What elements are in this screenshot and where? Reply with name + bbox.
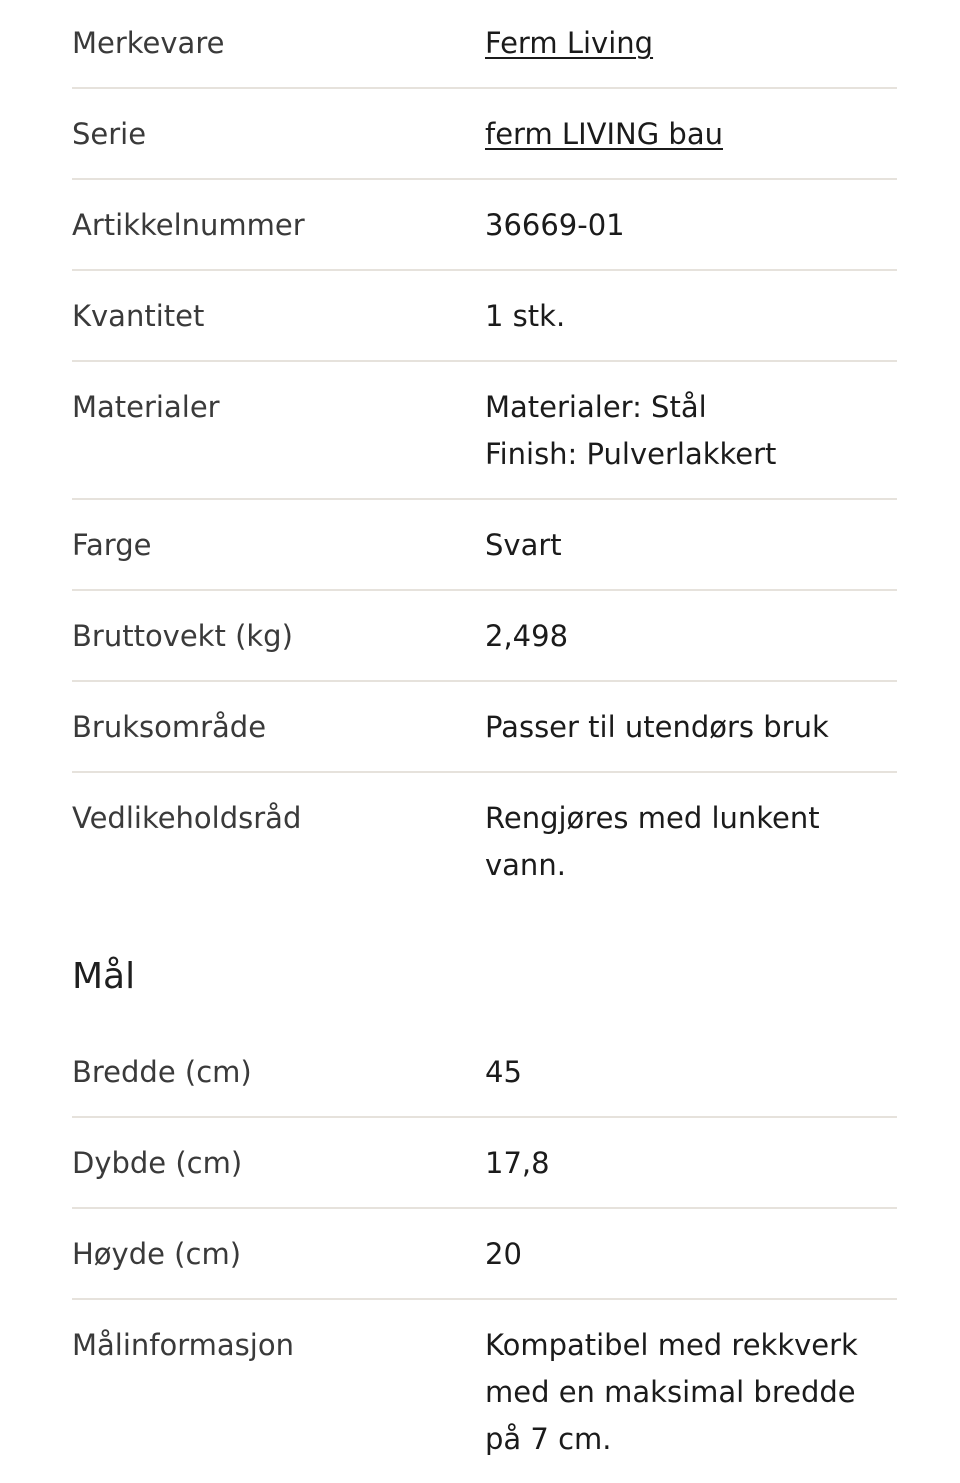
spec-value: 1 stk. [485,299,566,333]
spec-label: Bruttovekt (kg) [72,619,293,653]
spec-value: Svart [485,528,562,562]
spec-row-gross-weight [72,591,897,682]
dim-value: 20 [485,1237,522,1271]
spec-value: Passer til utendørs bruk [485,710,829,744]
dim-value-line: Kompatibel med rekkverk [485,1328,858,1362]
spec-label: Farge [72,528,152,562]
dimensions-table [72,1029,897,1483]
spec-value [485,795,897,889]
spec-table [72,0,897,909]
spec-label: Merkevare [72,26,225,60]
spec-value [485,384,897,478]
spec-value: 2,498 [485,619,569,653]
spec-value-line: Finish: Pulverlakkert [485,437,777,471]
dim-label: Høyde (cm) [72,1237,242,1271]
spec-label: Materialer [72,390,220,424]
spec-row-materials [72,362,897,500]
spec-value-line: Rengjøres med lunkent [485,801,820,835]
dim-label: Målinformasjon [72,1328,294,1362]
dim-row-height [72,1209,897,1300]
spec-label: Bruksområde [72,710,267,744]
spec-row-care [72,773,897,909]
brand-link[interactable]: Ferm Living [485,26,654,60]
spec-value [485,20,897,67]
dim-label: Bredde (cm) [72,1055,252,1089]
spec-row-usage [72,682,897,773]
spec-value-line: Materialer: Stål [485,390,707,424]
dim-value: 17,8 [485,1146,550,1180]
series-link[interactable]: ferm LIVING bau [485,117,723,151]
spec-row-color [72,500,897,591]
dim-value-line: med en maksimal bredde [485,1375,856,1409]
spec-row-quantity [72,271,897,362]
spec-row-article-number [72,180,897,271]
dim-row-width [72,1029,897,1118]
spec-row-brand [72,0,897,89]
dim-row-depth [72,1118,897,1209]
dim-value [485,1322,897,1463]
spec-label: Vedlikeholdsråd [72,801,302,835]
dimensions-heading: Mål [72,956,136,997]
spec-label: Kvantitet [72,299,205,333]
spec-label: Serie [72,117,147,151]
dim-value: 45 [485,1055,522,1089]
spec-value [485,111,897,158]
spec-label: Artikkelnummer [72,208,305,242]
spec-value: 36669-01 [485,208,625,242]
dim-row-measurement-info [72,1300,897,1483]
dim-label: Dybde (cm) [72,1146,243,1180]
spec-value-line: vann. [485,848,566,882]
dim-value-line: på 7 cm. [485,1422,612,1456]
spec-row-series [72,89,897,180]
